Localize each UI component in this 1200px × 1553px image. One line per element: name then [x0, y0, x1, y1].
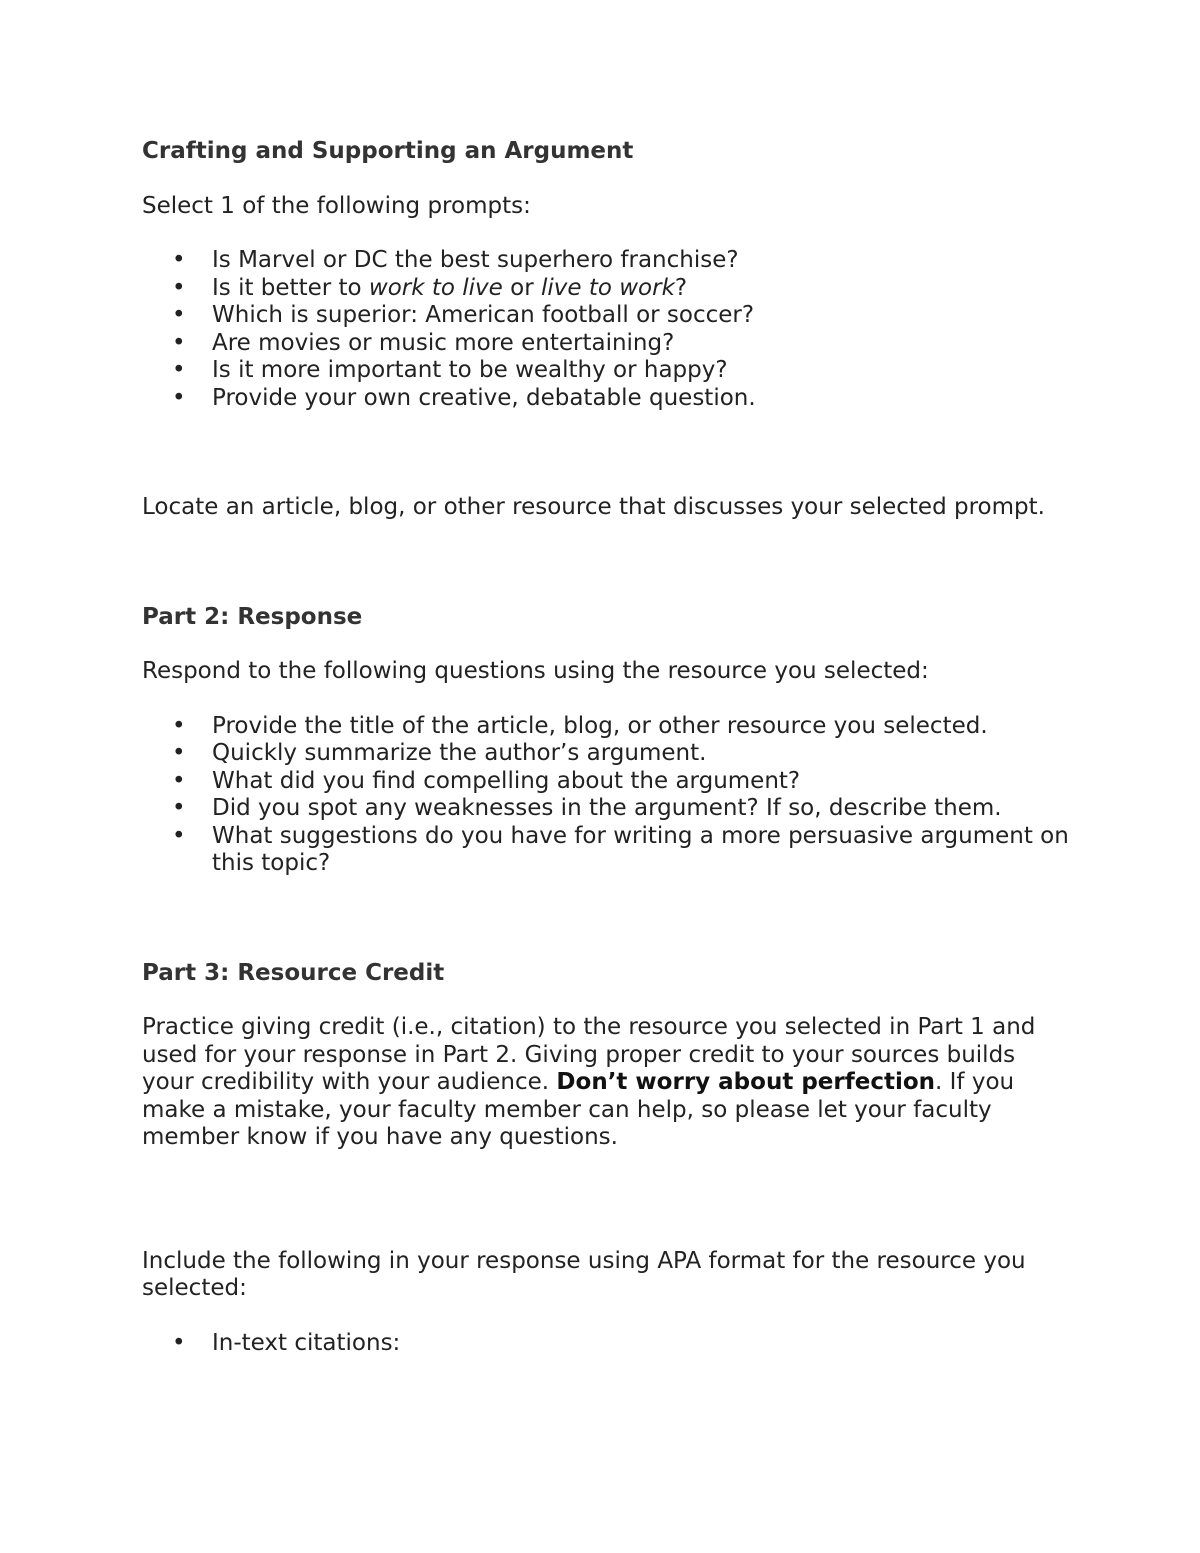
list-item: • Did you spot any weaknesses in the argument? If so, describe them. — [142, 795, 1072, 823]
include-instructions: Include the following in your response using APA format for the resource you selected: — [142, 1247, 1026, 1301]
spacer — [142, 686, 1072, 713]
spacer — [142, 522, 1072, 604]
list-item — [142, 275, 1072, 303]
spacer — [142, 166, 1072, 193]
part2-questions-list — [142, 713, 1072, 878]
prompt-text: Is it better to — [212, 274, 369, 301]
list-item: • Provide your own creative, debatable question. — [142, 385, 1072, 413]
list-item: • What suggestions do you have for writing a more persuasive argument on this topic? — [142, 823, 1072, 878]
part3-bold-text: Don’t worry about perfection — [556, 1069, 936, 1095]
part3-heading: Part 3: Resource Credit — [142, 959, 445, 986]
spacer — [142, 1303, 1072, 1330]
prompts-list — [142, 247, 1072, 412]
list-item: • Quickly summarize the author’s argument. — [142, 740, 1072, 768]
prompt-text: or — [502, 274, 541, 301]
prompt-italic-text: work to live — [368, 274, 503, 301]
spacer — [142, 412, 1072, 494]
list-item: • Which is superior: American football or soccer? — [142, 302, 1072, 330]
spacer — [142, 987, 1072, 1014]
apa-items-list — [142, 1330, 1072, 1358]
part3-text: Practice giving credit (i.e., citation) to the resource you selected in Part 1 and used for your response in Part 2. Giving proper credit to your sources builds your credibility with your audience. — [142, 1014, 1036, 1095]
part2-intro: Respond to the following questions using the resource you selected: — [142, 658, 929, 684]
spacer — [142, 631, 1072, 658]
prompt-text: ? — [674, 274, 688, 301]
spacer — [142, 1152, 1072, 1248]
list-item: • Is Marvel or DC the best superhero franchise? — [142, 247, 1072, 275]
list-item: • Are movies or music more entertaining? — [142, 330, 1072, 358]
prompts-intro: Select 1 of the following prompts: — [142, 192, 531, 219]
spacer — [142, 878, 1072, 960]
list-item: • Is it more important to be wealthy or happy? — [142, 357, 1072, 385]
list-item: • In-text citations: — [142, 1330, 1072, 1358]
part3-paragraph — [142, 1014, 1072, 1152]
document-page — [142, 138, 1072, 1357]
list-item: • What did you find compelling about the argument? — [142, 768, 1072, 796]
prompt-italic-text: live to work — [540, 274, 675, 301]
part3-text: . If you make a mistake, your faculty member can help, so please let your faculty member know if you have any questions. — [142, 1069, 1015, 1150]
locate-resource-text: Locate an article, blog, or other resource that discusses your selected prompt. — [142, 494, 1045, 520]
part2-heading: Part 2: Response — [142, 603, 363, 630]
spacer — [142, 220, 1072, 247]
list-item: • Provide the title of the article, blog, or other resource you selected. — [142, 713, 1072, 741]
document-title: Crafting and Supporting an Argument — [142, 138, 634, 164]
